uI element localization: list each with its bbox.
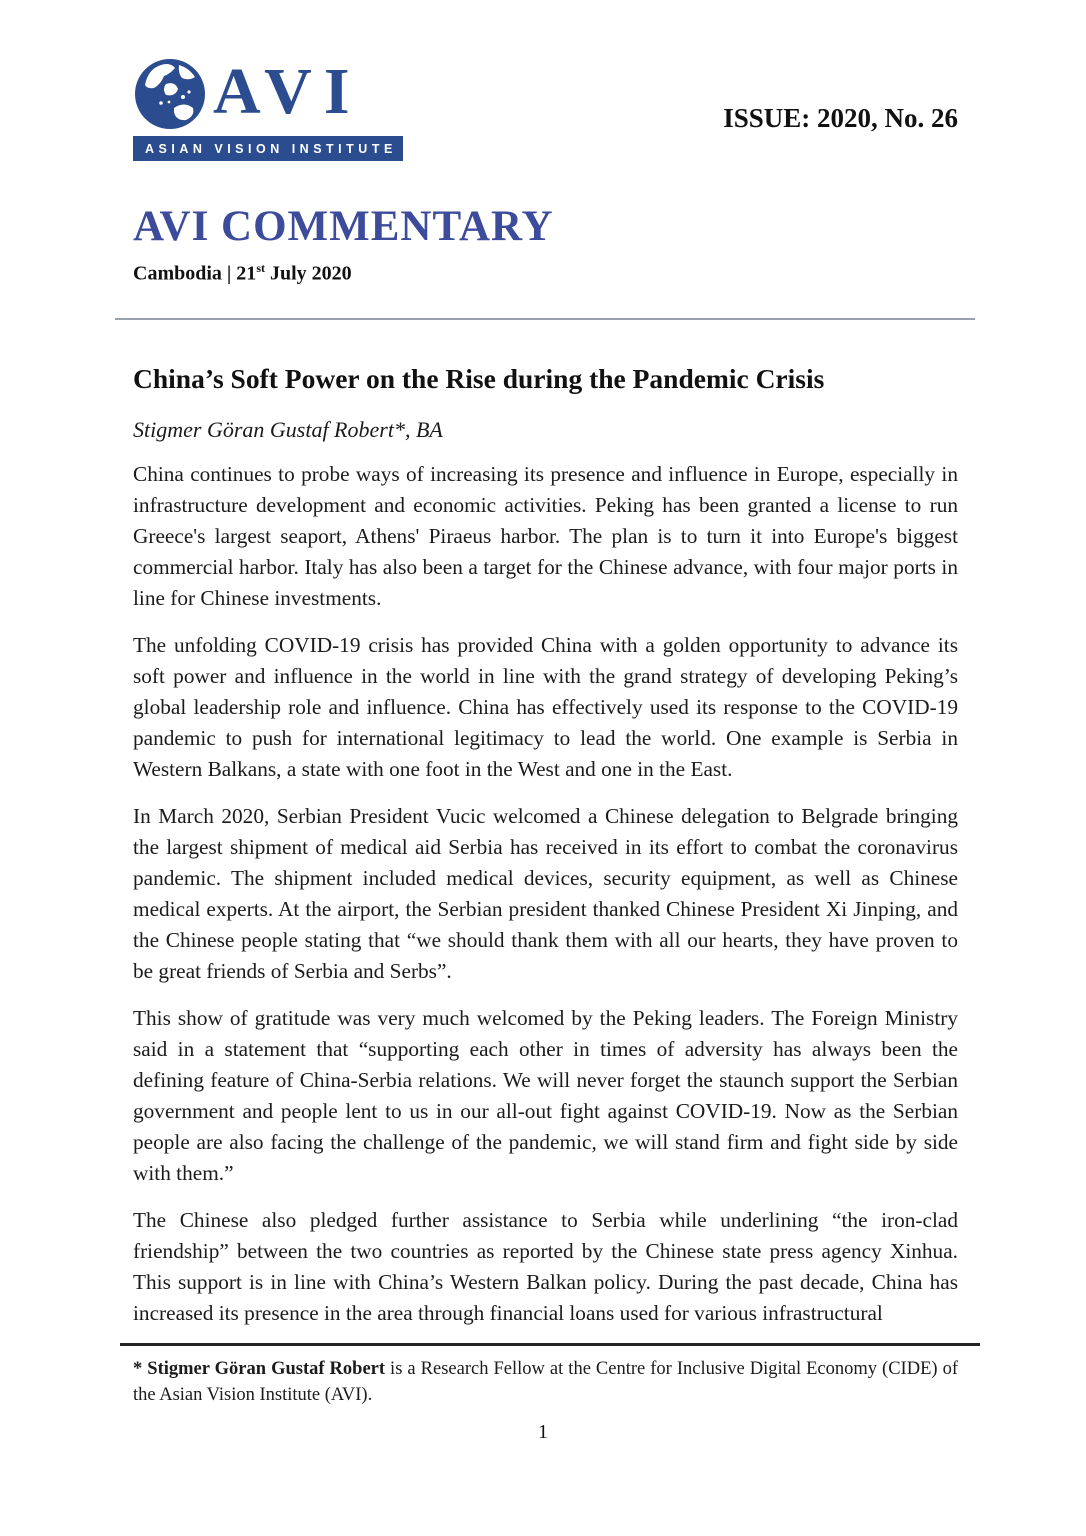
footnote-text: is a Research Fellow at the Centre for Inclusive Digital Economy (CIDE) of the Asian Vision Institute (AVI). bbox=[133, 1358, 958, 1405]
logo-acronym: AVI bbox=[213, 55, 362, 128]
logo-top-row bbox=[133, 57, 403, 131]
dateline-suffix: July 2020 bbox=[264, 262, 352, 285]
page-number: 1 bbox=[538, 1421, 548, 1443]
article-author: Stigmer Göran Gustaf Robert*, BA bbox=[133, 416, 443, 442]
article-paragraph-3: In March 2020, Serbian President Vucic welcomed a Chinese delegation to Belgrade bringing the largest shipment of medical aid Serbia has received in its effort to combat the coronavirus pandemic. The shipment included medical devices, security equipment, as well as Chinese medical experts. At the airport, the Serbian president thanked Chinese President Xi Jinping, and the Chinese people stating that “we should thank them with all our hearts, they have proven to be great friends of Serbia and Serbs”. bbox=[133, 803, 958, 983]
article-title: China’s Soft Power on the Rise during the Pandemic Crisis bbox=[133, 362, 825, 394]
dateline-prefix: Cambodia | 21 bbox=[133, 262, 257, 285]
article-body bbox=[133, 362, 958, 1329]
avi-logo bbox=[133, 57, 403, 161]
issue-label: ISSUE: 2020, No. 26 bbox=[723, 103, 958, 133]
header-divider bbox=[115, 318, 975, 320]
article-paragraph-1: China continues to probe ways of increasing its presence and influence in Europe, especially in infrastructure development and economic activities. Peking has been granted a license to run Greece's largest seaport, Athens' Piraeus harbor. The plan is to turn it into Europe's biggest commercial harbor. Italy has also been a target for the Chinese advance, with four major ports in line for Chinese investments. bbox=[133, 461, 958, 610]
dateline bbox=[133, 261, 958, 286]
footnote bbox=[133, 1356, 958, 1408]
globe-icon bbox=[133, 57, 207, 131]
article-paragraph-2: The unfolding COVID-19 crisis has provided China with a golden opportunity to advance its soft power and influence in the world in line with the grand strategy of developing Peking’s global leadership role and influence. China has effectively used its response to the COVID-19 pandemic to push for international legitimacy to lead the world. One example is Serbia in Western Balkans, a state with one foot in the West and one in the East. bbox=[133, 632, 958, 781]
footnote-divider bbox=[120, 1343, 980, 1346]
publication-title: AVI COMMENTARY bbox=[133, 203, 554, 250]
footnote-author: * Stigmer Göran Gustaf Robert bbox=[133, 1358, 386, 1379]
document-header bbox=[133, 57, 958, 161]
page-footer bbox=[133, 1343, 958, 1443]
article-paragraph-4: This show of gratitude was very much welcomed by the Peking leaders. The Foreign Ministry said in a statement that “supporting each other in times of adversity has always been the defining feature of China-Serbia relations. We will never forget the staunch support the Serbian government and people lent to us in our all-out fight against COVID-19. Now as the Serbian people are also facing the challenge of the pandemic, we will stand firm and fight side by side with them.” bbox=[133, 1005, 958, 1185]
dateline-ordinal: st bbox=[256, 261, 265, 276]
logo-banner: ASIAN VISION INSTITUTE bbox=[133, 136, 403, 161]
article-paragraph-5: The Chinese also pledged further assistance to Serbia while underlining “the iron-clad friendship” between the two countries as reported by the Chinese state press agency Xinhua. This support is in line with China’s Western Balkan policy. During the past decade, China has increased its presence in the area through financial loans used for various infrastructural bbox=[133, 1207, 958, 1325]
